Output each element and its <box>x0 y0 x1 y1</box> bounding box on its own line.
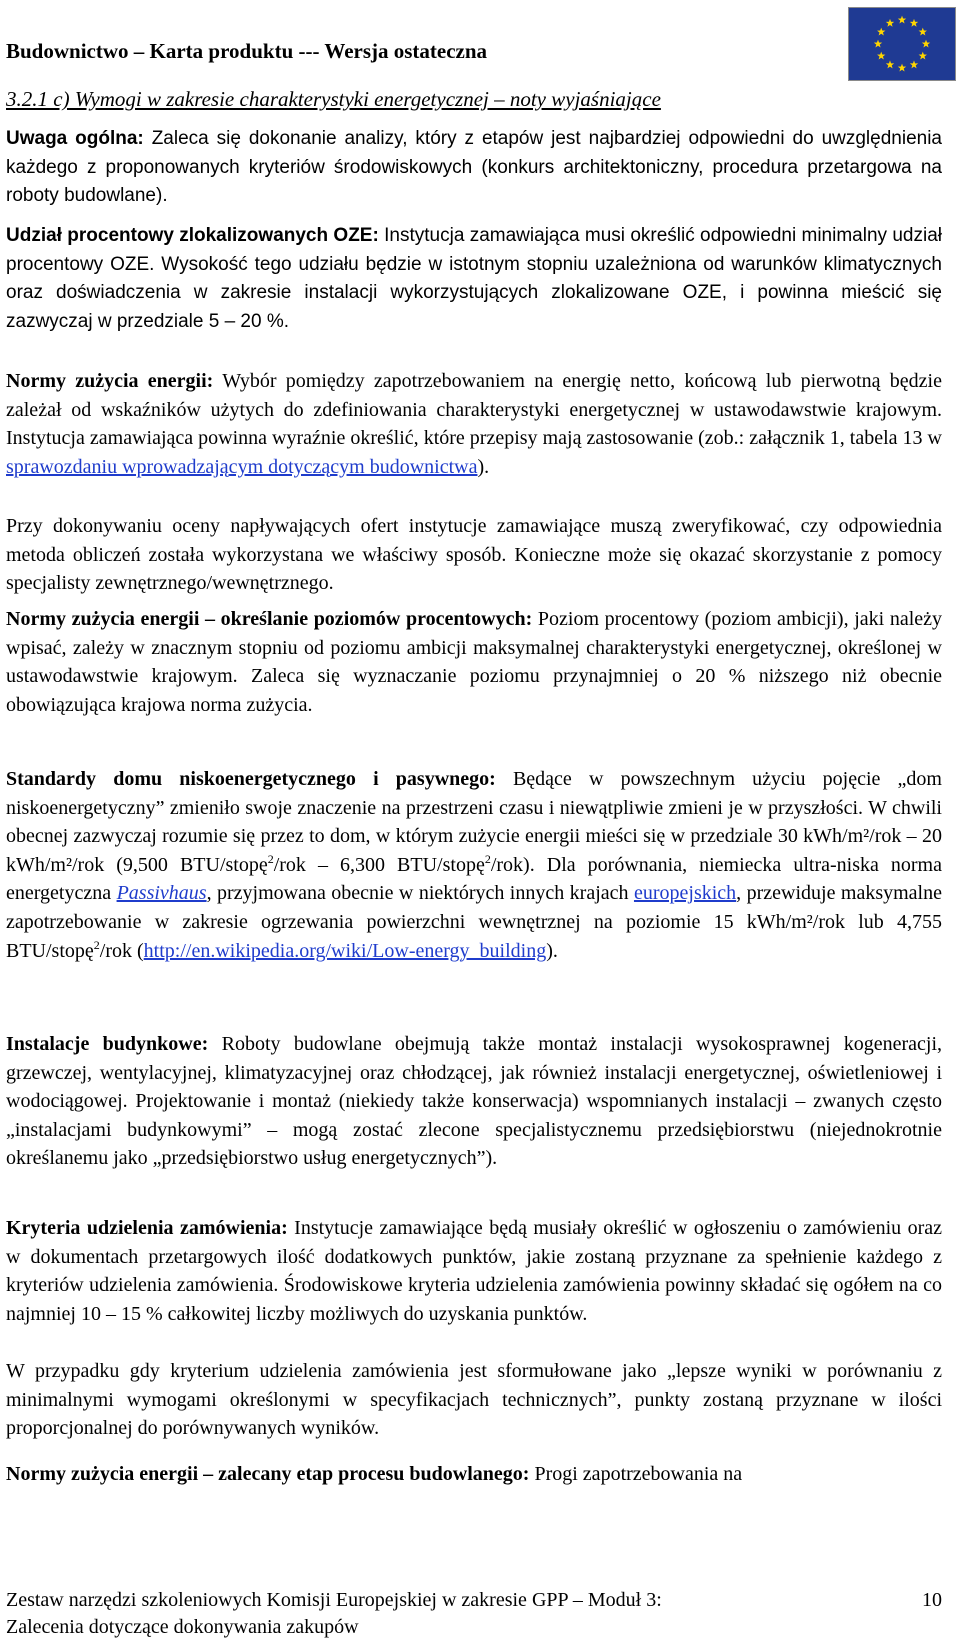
page-number: 10 <box>922 1589 942 1611</box>
paragraph-building-installations <box>6 1030 942 1173</box>
paragraph-offer-assessment <box>6 512 942 598</box>
report-link[interactable]: sprawozdaniu wprowadzającym dotyczącym budownictwa <box>6 455 478 478</box>
paragraph-lead: Normy zużycia energii: <box>6 370 214 392</box>
paragraph-text: Poziom procentowy (poziom ambicji), jaki należy wpisać, zależy w znacznym stopniu od poziomu ambicji maksymalnej charakterystyki energetycznej, określonej w ustawodawstwie krajowym. Zaleca się wyznaczanie poziomu przynajmniej o 20 % niższego niż obecnie obowiązująca krajowa norma zużycia. <box>6 608 943 716</box>
section-heading: 3.2.1 c) Wymogi w zakresie charakterystyki energetycznej – noty wyjaśniające <box>6 87 661 111</box>
paragraph-construction-stage <box>6 1460 942 1489</box>
paragraph-text: Będące w powszechnym użyciu pojęcie „dom niskoenergetyczny” zmieniło swoje znaczenie na przestrzeni czasu i niewątpliwie zmieni je w przyszłości. W chwili obecnej zazwyczaj rozumie się przez to dom, w którym zużycie energii mieści się w przedziale 30 kWh/m²/rok – 20 kWh/m²/rok (9,500 BTU/stopę <box>6 768 942 876</box>
paragraph-text: W przypadku gdy kryterium udzielenia zamówienia jest sformułowane jako „lepsze wyniki w porównaniu z minimalnymi wymogami określonymi w specyfikacjach technicznych”, punkty zostaną przyznane w ilości proporcjonalnej do porównywanych wyników. <box>6 1360 942 1440</box>
paragraph-text: Wybór pomiędzy zapotrzebowaniem na energię netto, końcową lub pierwotną będzie zależał od wskaźników użytych do zdefiniowania charakterystyki energetycznej w ustawodawstwie krajowym. Instytucja zamawiająca powinna wyraźnie określić, które przepisy mają zastosowanie (zob.: załącznik 1, tabela 13 w <box>6 370 942 450</box>
paragraph-text: , przyjmowana obecnie w niektórych innych krajach <box>206 882 634 905</box>
paragraph-text: Roboty budowlane obejmują także montaż instalacji wysokosprawnej kogeneracji, grzewczej, wentylacyjnej, klimatyzacyjnej oraz chłodzącej, jak również instalacji energetycznej, oświetleniowej i wodociągowej. Projektowanie i montaż (niekiedy także konserwacja) wspomnianych instalacji – zwanych często „instalacjami budynkowymi” – mogą zostać zlecone specjalistycznemu przedsiębiorstwu (niejednokrotnie określanemu jako „przedsiębiorstwo usług energetycznych”). <box>6 1033 943 1170</box>
paragraph-text: Progi zapotrzebowania na <box>529 1463 743 1485</box>
paragraph-text: Przy dokonywaniu oceny napływających ofert instytucje zamawiające muszą zweryfikować, czy odpowiednia metoda obliczeń została wykorzystana we właściwy sposób. Konieczne może się okazać skorzystanie z pomocy specjalisty zewnętrznego/wewnętrznego. <box>6 515 942 595</box>
paragraph-percentage-levels <box>6 605 942 719</box>
paragraph-lead: Normy zużycia energii – określanie poziomów procentowych: <box>6 608 533 630</box>
paragraph-text: Zaleca się dokonanie analizy, który z etapów jest najbardziej odpowiedni do uwzględnienia każdego z proponowanych kryteriów środowiskowych (konkurs architektoniczny, procedura przetargowa na roboty budowlane). <box>6 128 942 207</box>
paragraph-lead: Uwaga ogólna: <box>6 128 144 149</box>
paragraph-award-scoring <box>6 1357 942 1443</box>
paragraph-lead: Instalacje budynkowe: <box>6 1033 209 1055</box>
paragraph-general-note <box>6 125 942 211</box>
paragraph-lead: Standardy domu niskoenergetycznego i pasywnego: <box>6 768 496 790</box>
document-title: Budownictwo – Karta produktu --- Wersja ostateczna <box>6 39 488 63</box>
wikipedia-link[interactable]: http://en.wikipedia.org/wiki/Low-energy_building <box>143 939 547 962</box>
eu-flag-logo <box>848 7 956 81</box>
paragraph-oze-share <box>6 222 942 336</box>
eu-flag-icon <box>849 8 955 80</box>
paragraph-low-energy-standards <box>6 765 942 965</box>
page-footer <box>6 1587 946 1641</box>
paragraph-text: ). <box>546 939 558 962</box>
footer-line-2: Zalecenia dotyczące dokonywania zakupów <box>6 1616 359 1638</box>
paragraph-text: /rok ( <box>99 939 144 962</box>
superscript: 2 <box>267 851 274 866</box>
european-link[interactable]: europejskich <box>633 882 737 905</box>
paragraph-lead: Normy zużycia energii – zalecany etap procesu budowlanego: <box>6 1463 530 1485</box>
paragraph-text: Instytucja zamawiająca musi określić odpowiedni minimalny udział procentowy OZE. <box>6 225 942 275</box>
paragraph-text: Instytucje zamawiające będą musiały określić w ogłoszeniu o zamówieniu oraz w dokumentach przetargowych ilość dodatkowych punktów, jakie zostaną przyznane za spełnienie każdego z kryteriów udzielenia zamówienia. Środowiskowe kryteria udzielenia zamówienia powinny składać się ogółem na co najmniej 10 – 15 % całkowitej liczby możliwych do uzyskania punktów. <box>6 1217 943 1325</box>
paragraph-text: , przewiduje maksymalne zapotrzebowanie w zakresie ogrzewania powierzchni wewnętrznej na poziomie 15 kWh/m²/rok lub 4,755 BTU/stopę <box>6 882 942 962</box>
superscript: 2 <box>484 851 491 866</box>
paragraph-lead: Kryteria udzielenia zamówienia: <box>6 1217 288 1239</box>
paragraph-energy-norms <box>6 367 942 481</box>
paragraph-award-criteria <box>6 1214 942 1328</box>
passivhaus-link[interactable]: Passivhaus <box>116 882 207 905</box>
superscript: 2 <box>93 937 100 952</box>
paragraph-text: /rok). Dla porównania, niemiecka ultra-niska norma energetyczna <box>6 853 942 905</box>
paragraph-text: /rok – 6,300 BTU/stopę <box>273 853 485 876</box>
paragraph-text-tail: ). <box>477 455 490 478</box>
footer-line-1: Zestaw narzędzi szkoleniowych Komisji Europejskiej w zakresie GPP – Moduł 3: <box>6 1589 662 1611</box>
paragraph-text-cont: Wysokość tego udziału będzie w istotnym stopniu uzależniona od warunków klimatycznych oraz doświadczenia w zakresie instalacji wykorzystujących zlokalizowane OZE, i powinna mieścić się zazwyczaj w przedziale 5 – 20 %. <box>6 253 942 332</box>
paragraph-lead: Udział procentowy zlokalizowanych OZE: <box>6 225 379 246</box>
